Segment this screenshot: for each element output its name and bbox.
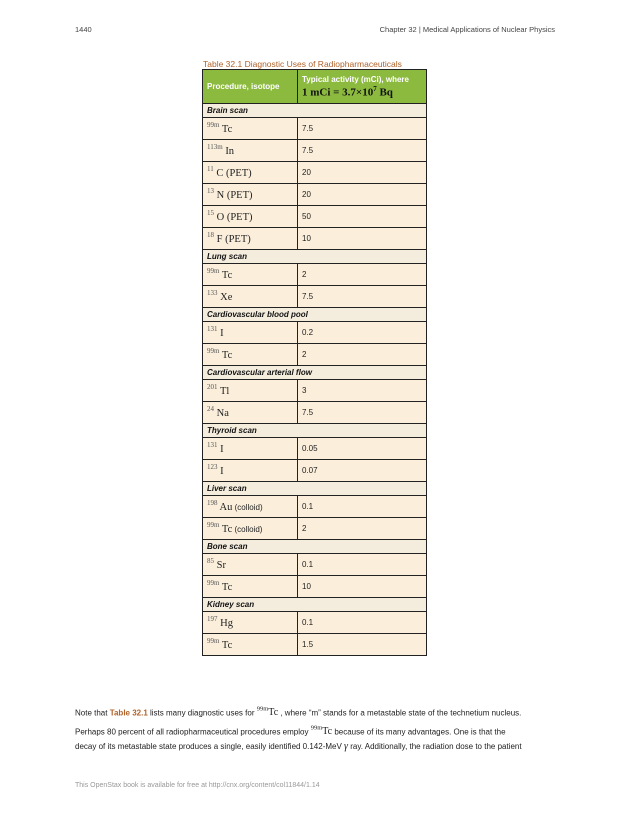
isotope-mass: 24: [207, 404, 214, 413]
isotope: [207, 520, 263, 536]
isotope-mass: 131: [207, 324, 218, 333]
isotope-mass: 11: [207, 164, 214, 173]
column-header-procedure: Procedure, isotope: [203, 70, 298, 104]
isotope: [207, 462, 224, 478]
isotope: [207, 578, 233, 594]
isotope: [207, 498, 263, 514]
section-title: Lung scan: [203, 250, 427, 264]
isotope-symbol: I: [220, 466, 224, 478]
isotope-cell: [203, 496, 298, 518]
isotope-mass: 198: [207, 498, 218, 507]
isotope-symbol: I: [220, 328, 224, 340]
activity-value: 20: [298, 184, 427, 206]
isotope-symbol: In: [225, 146, 235, 158]
isotope-note: (colloid): [232, 503, 263, 513]
activity-value: 7.5: [298, 402, 427, 424]
section-row: [203, 540, 427, 554]
table-row: [203, 286, 427, 308]
isotope: [207, 164, 252, 180]
paragraph-line-1: [75, 704, 555, 718]
isotope: [207, 382, 230, 398]
table-row: [203, 554, 427, 576]
isotope-mass: 99m: [207, 520, 220, 529]
table-caption: Table 32.1 Diagnostic Uses of Radiopharmaceuticals: [203, 59, 402, 69]
isotope-mass: 201: [207, 382, 218, 391]
isotope-symbol: Tc: [221, 640, 233, 652]
table-row: [203, 612, 427, 634]
isotope: [207, 208, 253, 224]
isotope-symbol: Tc: [221, 582, 233, 594]
table-row: [203, 380, 427, 402]
table-row: [203, 438, 427, 460]
section-row: [203, 366, 427, 380]
isotope-symbol: Tc: [221, 124, 233, 136]
isotope-symbol: Tc: [221, 350, 233, 362]
activity-value: 0.1: [298, 496, 427, 518]
activity-value: 2: [298, 344, 427, 366]
isotope-mass: 99m: [207, 346, 220, 355]
activity-value: 3: [298, 380, 427, 402]
isotope: [207, 142, 235, 158]
activity-value: 7.5: [298, 286, 427, 308]
isotope-mass: 99m: [207, 266, 220, 275]
isotope-symbol: Tc: [221, 524, 233, 536]
table-reference-link[interactable]: Table 32.1: [109, 708, 148, 718]
isotope-cell: [203, 518, 298, 540]
activity-value: 10: [298, 576, 427, 598]
section-row: [203, 598, 427, 612]
isotope-cell: [203, 264, 298, 286]
isotope: [207, 346, 233, 362]
isotope-symbol: I: [220, 444, 224, 456]
isotope-symbol: Tl: [219, 386, 230, 398]
activity-value: 20: [298, 162, 427, 184]
table-row: [203, 162, 427, 184]
p1-text-c: , where “m” stands for a metastable state of the technetium nucleus.: [278, 708, 522, 718]
isotope-mass: 133: [207, 288, 218, 297]
isotope-symbol: Au: [219, 502, 233, 514]
table-row: [203, 634, 427, 656]
isotope-symbol: N (PET): [216, 190, 253, 202]
isotope-cell: [203, 634, 298, 656]
isotope-mass: 99m: [207, 120, 220, 129]
isotope-cell: [203, 286, 298, 308]
column-header-activity: [298, 70, 427, 104]
isotope-cell: [203, 322, 298, 344]
section-title: Brain scan: [203, 104, 427, 118]
activity-value: 2: [298, 518, 427, 540]
isotope-cell: [203, 380, 298, 402]
table-row: [203, 344, 427, 366]
isotope-cell: [203, 118, 298, 140]
isotope-mass: 13: [207, 186, 214, 195]
p3-text-b: ray. Additionally, the radiation dose to the patient: [348, 742, 522, 751]
activity-value: 0.05: [298, 438, 427, 460]
table-row: [203, 118, 427, 140]
table-row: [203, 460, 427, 482]
isotope: [207, 120, 233, 136]
isotope-cell: [203, 576, 298, 598]
section-title: Thyroid scan: [203, 424, 427, 438]
isotope: [207, 614, 233, 630]
isotope: [207, 636, 233, 652]
activity-value: 10: [298, 228, 427, 250]
isotope-symbol: O (PET): [216, 212, 253, 224]
section-row: [203, 250, 427, 264]
p1-isotope-symbol: Tc: [268, 707, 279, 719]
p2-text-b: because of its many advantages. One is that the: [332, 727, 506, 737]
section-row: [203, 482, 427, 496]
p1-isotope: [257, 707, 278, 718]
section-title: Liver scan: [203, 482, 427, 496]
p1-text-a: Note that: [75, 708, 110, 718]
section-title: Cardiovascular arterial flow: [203, 366, 427, 380]
table-row: [203, 206, 427, 228]
isotope-note: (colloid): [232, 525, 263, 535]
activity-value: 50: [298, 206, 427, 228]
isotope: [207, 230, 251, 246]
table-row: [203, 576, 427, 598]
activity-header-label: Typical activity (mCi), where: [302, 74, 409, 84]
isotope-mass: 18: [207, 230, 214, 239]
isotope-cell: [203, 206, 298, 228]
isotope-cell: [203, 612, 298, 634]
table-row: [203, 402, 427, 424]
activity-value: 0.2: [298, 322, 427, 344]
p2-isotope-symbol: Tc: [322, 726, 333, 738]
isotope-cell: [203, 228, 298, 250]
activity-value: 0.07: [298, 460, 427, 482]
activity-value: 2: [298, 264, 427, 286]
activity-value: 1.5: [298, 634, 427, 656]
p1-isotope-mass: 99m: [256, 706, 269, 713]
isotope: [207, 186, 253, 202]
isotope: [207, 266, 233, 282]
paragraph-line-3: [75, 741, 555, 752]
section-title: Kidney scan: [203, 598, 427, 612]
activity-units: [302, 85, 422, 99]
isotope-mass: 85: [207, 556, 214, 565]
gamma-symbol: γ: [344, 741, 348, 752]
isotope: [207, 404, 229, 420]
table-row: [203, 322, 427, 344]
isotope: [207, 288, 233, 304]
isotope-cell: [203, 460, 298, 482]
section-row: [203, 104, 427, 118]
p2-text-a: Perhaps 80 percent of all radiopharmaceutical procedures employ: [75, 727, 311, 737]
isotope-cell: [203, 402, 298, 424]
isotope-mass: 15: [207, 208, 214, 217]
activity-value: 0.1: [298, 612, 427, 634]
units-base: 1 mCi = 3.7×10: [302, 86, 374, 99]
section-title: Bone scan: [203, 540, 427, 554]
activity-value: 7.5: [298, 140, 427, 162]
isotope-symbol: C (PET): [216, 168, 252, 180]
table-body: [203, 104, 427, 656]
table-row: [203, 228, 427, 250]
paragraph-line-2: [75, 723, 555, 737]
isotope-cell: [203, 184, 298, 206]
page-number: 1440: [75, 25, 92, 34]
isotope: [207, 556, 226, 572]
activity-value: 0.1: [298, 554, 427, 576]
isotope-cell: [203, 554, 298, 576]
section-row: [203, 308, 427, 322]
isotope-cell: [203, 140, 298, 162]
isotope-mass: 197: [207, 614, 218, 623]
isotope-mass: 123: [207, 462, 218, 471]
section-row: [203, 424, 427, 438]
isotope-mass: 99m: [207, 578, 220, 587]
units-tail: Bq: [376, 86, 393, 99]
table-row: [203, 184, 427, 206]
table-row: [203, 518, 427, 540]
footer-note: This OpenStax book is available for free at http://cnx.org/content/col11844/1.14: [75, 782, 320, 789]
activity-value: 7.5: [298, 118, 427, 140]
p3-text-a: decay of its metastable state produces a single, easily identified 0.142-MeV: [75, 742, 345, 751]
isotope-cell: [203, 162, 298, 184]
table-row: [203, 264, 427, 286]
isotope: [207, 440, 224, 456]
isotope-mass: 99m: [207, 636, 220, 645]
table-row: [203, 140, 427, 162]
isotope-symbol: Na: [216, 408, 229, 420]
units-exponent: 7: [373, 84, 377, 93]
isotope-symbol: Hg: [220, 618, 233, 630]
isotope-cell: [203, 344, 298, 366]
isotope-symbol: Sr: [216, 560, 226, 572]
isotope-symbol: Tc: [221, 270, 233, 282]
table-row: [203, 496, 427, 518]
isotope-cell: [203, 438, 298, 460]
radiopharmaceuticals-table: [202, 69, 427, 656]
isotope-symbol: Xe: [220, 292, 233, 304]
isotope: [207, 324, 224, 340]
section-title: Cardiovascular blood pool: [203, 308, 427, 322]
chapter-title: Chapter 32 | Medical Applications of Nuclear Physics: [379, 25, 555, 34]
isotope-mass: 113m: [207, 142, 223, 151]
p1-text-b: lists many diagnostic uses for: [147, 708, 257, 718]
p2-isotope-mass: 99m: [310, 725, 323, 732]
table-header-row: [203, 70, 427, 104]
isotope-mass: 131: [207, 440, 218, 449]
p2-isotope: [311, 726, 332, 737]
isotope-symbol: F (PET): [216, 234, 251, 246]
